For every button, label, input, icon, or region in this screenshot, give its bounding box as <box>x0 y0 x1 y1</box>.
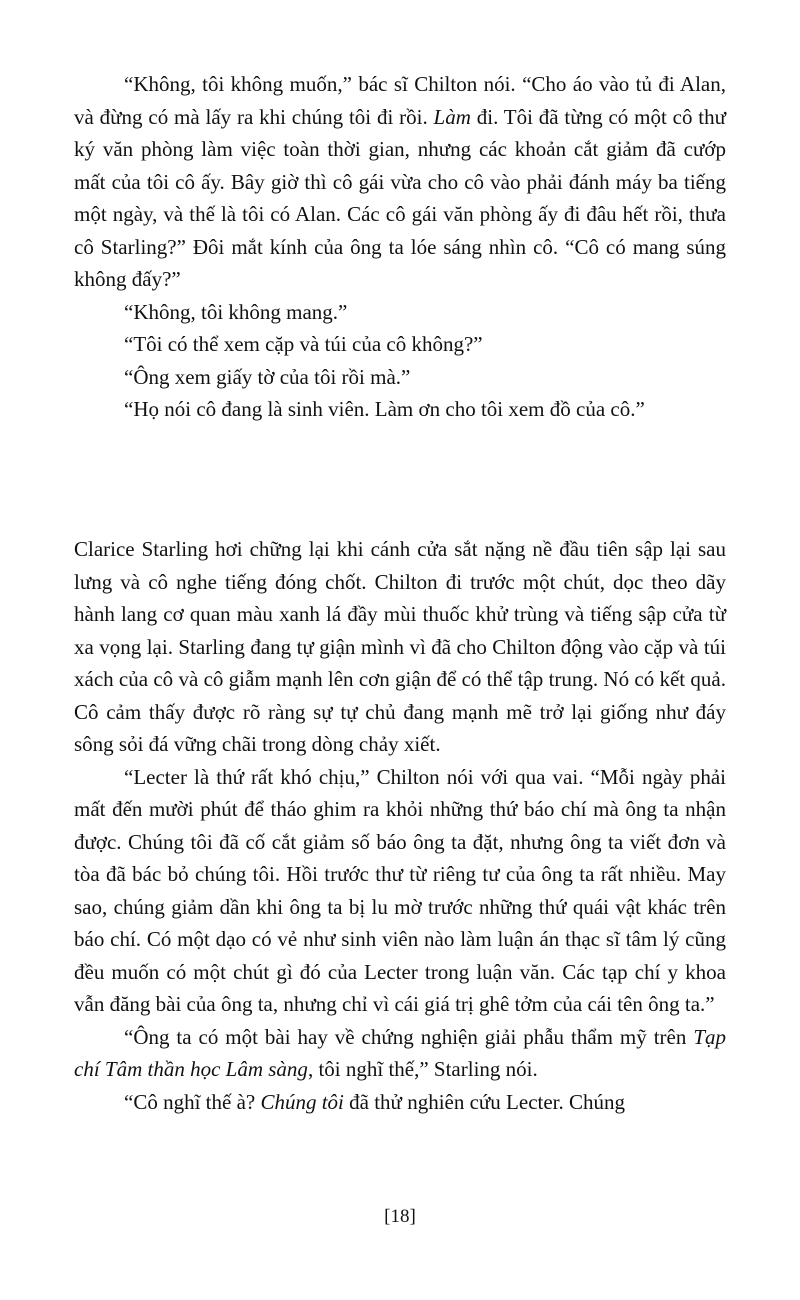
section-opening-paragraph: Clarice Starling hơi chững lại khi cánh cửa sắt nặng nề đầu tiên sập lại sau lưng và cô nghe tiếng đóng chốt. Chilton đi trước một chút, dọc theo dãy hành lang cơ quan màu xanh lá đầy mùi thuốc khử trùng và tiếng sập cửa từ xa vọng lại. Starling đang tự giận mình vì đã cho Chilton động vào cặp và túi xách của cô và cô giẫm mạnh lên cơn giận để có thể tập trung. Nó có kết quả. Cô cảm thấy được rõ ràng sự tự chủ đang mạnh mẽ trở lại giống như đáy sông sỏi đá vững chãi trong dòng chảy xiết. <box>74 537 726 756</box>
paragraph-text: “Ông ta có một bài hay về chứng nghiện giải phẫu thẩm mỹ trên <box>124 1024 694 1049</box>
paragraph-text: , tôi nghĩ thế,” Starling nói. <box>307 1057 538 1081</box>
paragraph <box>74 1086 726 1119</box>
paragraph: “Ông xem giấy tờ của tôi rồi mà.” <box>124 364 411 389</box>
italic-text: Làm <box>433 104 471 129</box>
paragraph-text: đi. Tôi đã từng có một cô thư ký văn phòng làm việc toàn thời gian, nhưng các khoản cắt giảm đã cướp mất của tôi cô ấy. Bây giờ thì cô gái vừa cho cô vào phải đánh máy ba tiếng một ngày, và thế là tôi có Alan. Các cô gái văn phòng ấy đi đâu hết rồi, thưa cô Starling?” Đôi mắt kính của ông ta lóe sáng nhìn cô. “Cô có mang súng không đấy?” <box>74 104 726 291</box>
italic-text: Tạp chí Tâm thần học Lâm sàng <box>74 1024 726 1081</box>
paragraph-text: “Không, tôi không muốn,” bác sĩ Chilton nói. “Cho áo vào tủ đi Alan, và đừng có mà lấy ra khi chúng tôi đi rồi. <box>74 72 726 129</box>
paragraph: “Họ nói cô đang là sinh viên. Làm ơn cho tôi xem đồ của cô.” <box>124 397 645 421</box>
paragraph-text: “Cô nghĩ thế à? <box>124 1089 261 1114</box>
paragraph: “Không, tôi không mang.” <box>124 299 348 324</box>
paragraph <box>74 68 726 296</box>
italic-text: Chúng tôi <box>260 1089 344 1114</box>
page-number: [18] <box>384 1206 416 1227</box>
dialogue-section <box>74 68 726 426</box>
paragraph <box>74 1021 726 1086</box>
paragraph-text: đã thử nghiên cứu Lecter. Chúng <box>343 1089 626 1114</box>
paragraph: “Tôi có thể xem cặp và túi của cô không?” <box>124 332 483 356</box>
paragraph: “Lecter là thứ rất khó chịu,” Chilton nói với qua vai. “Mỗi ngày phải mất đến mười phút để tháo ghim ra khỏi những thứ báo chí mà ông ta nhận được. Chúng tôi đã cố cắt giảm số báo ông ta đặt, nhưng ông ta viết đơn và tòa đã bác bỏ chúng tôi. Hồi trước thư từ riêng tư của ông ta rất nhiều. May sao, chúng giảm dần khi ông ta bị lu mờ trước những thứ quái vật khác trên báo chí. Có một dạo có vẻ như sinh viên nào làm luận án thạc sĩ tâm lý cũng đều muốn có một chút gì đó của Lecter trong luận văn. Các tạp chí y khoa vẫn đăng bài của ông ta, nhưng chỉ vì cái giá trị ghê tởm của cái tên ông ta.” <box>74 764 726 1016</box>
narrative-section <box>74 533 726 1118</box>
